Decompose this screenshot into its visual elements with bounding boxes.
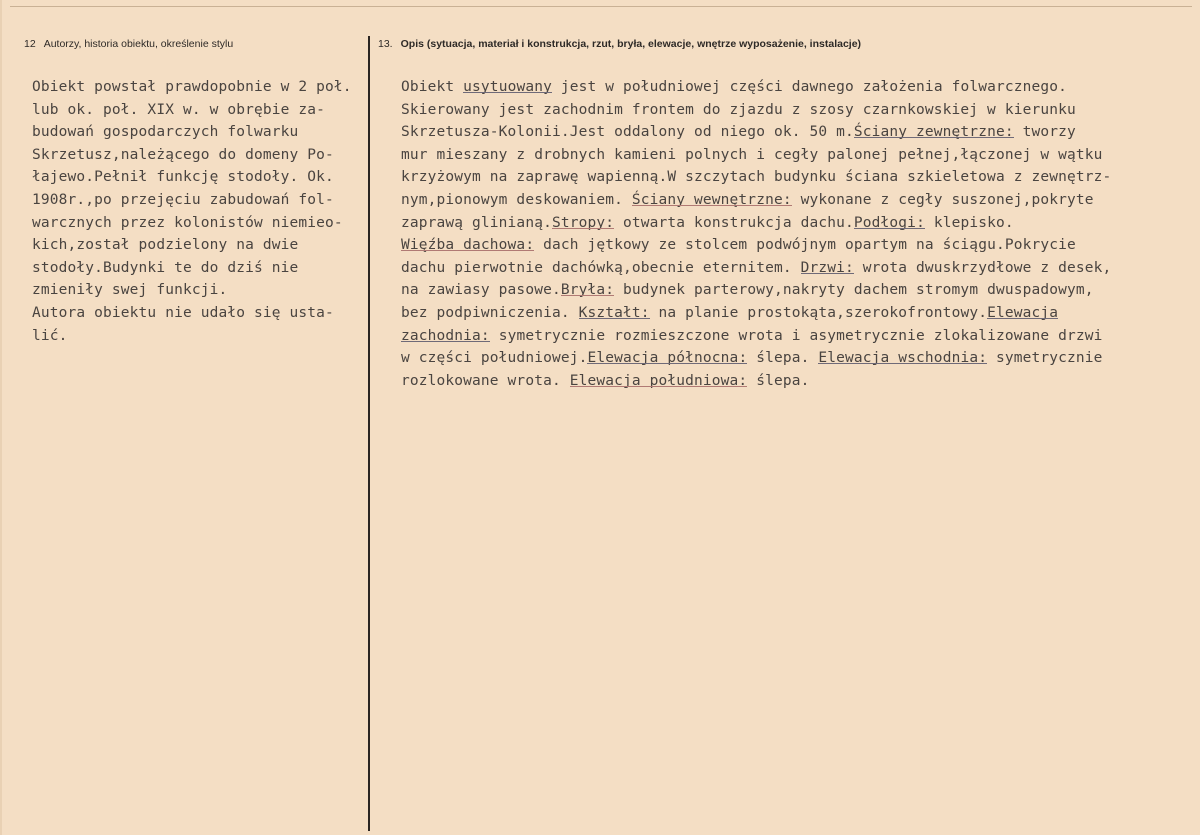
- top-rule: [10, 6, 1192, 7]
- description-line: [401, 189, 1111, 212]
- description-line: [401, 279, 1111, 302]
- description-text-segment: na planie prostokąta,szerokofrontowy.: [649, 304, 988, 321]
- description-text-segment: ślepa.: [747, 372, 810, 389]
- description-line: [401, 212, 1111, 235]
- column-divider: [368, 36, 370, 831]
- underlined-heading: Stropy:: [551, 214, 615, 231]
- description-text-segment: Skrzetusza-Kolonii.Jest oddalony od niego ok. 50 m.: [401, 124, 854, 141]
- description-text-segment: dachu pierwotnie dachówką,obecnie eternitem.: [401, 259, 801, 276]
- section-13-number: 13.: [378, 38, 393, 50]
- history-line: Obiekt powstał prawdopobnie w 2 poł.: [32, 79, 352, 95]
- description-text-segment: w części południowej.: [401, 350, 588, 367]
- section-12-title: Autorzy, historia obiektu, określenie stylu: [43, 38, 234, 50]
- history-text: [32, 76, 352, 347]
- description-text-segment: dach jętkowy ze stolcem podwójnym opartym na ściągu.Pokrycie: [534, 237, 1076, 254]
- underlined-heading: Elewacja północna:: [587, 350, 748, 367]
- underlined-heading: Kształt:: [578, 304, 650, 321]
- description-text-segment: jest w południowej części dawnego założenia folwarcznego.: [551, 79, 1068, 95]
- history-line: budowań gospodarczych folwarku: [32, 124, 299, 141]
- underlined-heading: Elewacja: [987, 304, 1059, 321]
- underlined-heading: Elewacja południowa:: [569, 372, 748, 389]
- description-text-segment: ślepa.: [747, 350, 819, 367]
- section-13-header: [378, 38, 861, 50]
- description-text-segment: krzyżowym na zaprawę wapienną.W szczytach budynku ściana szkieletowa z zewnętrz-: [401, 169, 1112, 186]
- description-line: [401, 370, 1111, 393]
- description-text-segment: symetrycznie: [987, 350, 1103, 367]
- description-line: [401, 325, 1111, 348]
- history-line: 1908r.,po przejęciu zabudowań fol-: [32, 191, 334, 208]
- underlined-heading: Drzwi:: [800, 259, 854, 276]
- description-line: [401, 257, 1111, 280]
- history-line: zmieniły swej funkcji.: [32, 282, 228, 299]
- description-text-segment: symetrycznie rozmieszczone wrota i asymetrycznie zlokalizowane drzwi: [489, 327, 1103, 344]
- section-12-header: [24, 38, 233, 50]
- section-13-title: Opis (sytuacja, materiał i konstrukcja, rzut, bryła, elewacje, wnętrze wyposażenie, instalacje): [400, 38, 862, 50]
- description-text-segment: tworzy: [1013, 124, 1076, 141]
- section-12-number: 12: [24, 38, 36, 50]
- history-line: lub ok. poł. XIX w. w obrębie za-: [32, 101, 326, 118]
- description-text-segment: wrota dwuskrzydłowe z desek,: [853, 259, 1112, 276]
- description-text-segment: wykonane z cegły suszonej,pokryte: [791, 191, 1094, 208]
- underlined-heading: Ściany zewnętrzne:: [853, 124, 1014, 141]
- history-line: kich,został podzielony na dwie: [32, 237, 299, 254]
- description-text-segment: Skierowany jest zachodnim frontem do zjazdu z szosy czarnkowskiej w kierunku: [401, 101, 1076, 118]
- description-text-segment: zaprawą glinianą.: [401, 214, 552, 231]
- description-line: [401, 144, 1111, 167]
- description-text: [401, 76, 1111, 392]
- description-line: [401, 166, 1111, 189]
- description-text-segment: klepisko.: [924, 214, 1014, 231]
- description-text-segment: rozlokowane wrota.: [401, 372, 570, 389]
- description-line: [401, 302, 1111, 325]
- description-text-segment: na zawiasy pasowe.: [401, 282, 561, 299]
- description-text-segment: budynek parterowy,nakryty dachem stromym dwuspadowym,: [614, 282, 1094, 299]
- history-line: Skrzetusz,należącego do domeny Po-: [32, 146, 334, 163]
- description-text-segment: otwarta konstrukcja dachu.: [614, 214, 854, 231]
- history-line: łajewo.Pełnił funkcję stodoły. Ok.: [32, 169, 334, 186]
- underlined-heading: usytuowany: [463, 79, 552, 95]
- description-text-segment: bez podpiwniczenia.: [401, 304, 579, 321]
- description-line: [401, 347, 1111, 370]
- description-text-segment: nym,pionowym deskowaniem.: [401, 191, 632, 208]
- underlined-heading: Elewacja wschodnia:: [818, 350, 988, 367]
- description-line: [401, 76, 1111, 99]
- history-line: warcznych przez kolonistów niemieo-: [32, 214, 343, 231]
- description-line: [401, 99, 1111, 122]
- underlined-heading: Więźba dachowa:: [401, 237, 535, 254]
- underlined-heading: Bryła:: [560, 282, 615, 299]
- underlined-heading: zachodnia:: [401, 327, 490, 344]
- underlined-heading: Ściany wewnętrzne:: [631, 191, 792, 208]
- description-text-segment: Obiekt: [401, 79, 464, 95]
- underlined-heading: Podłogi:: [853, 214, 925, 231]
- description-text-segment: mur mieszany z drobnych kamieni polnych i cegły palonej pełnej,łączonej w wątku: [401, 146, 1103, 163]
- history-line: stodoły.Budynki te do dziś nie: [32, 259, 299, 276]
- history-line: Autora obiektu nie udało się usta-: [32, 304, 334, 321]
- description-line: [401, 234, 1111, 257]
- description-line: [401, 121, 1111, 144]
- history-line: lić.: [32, 327, 68, 344]
